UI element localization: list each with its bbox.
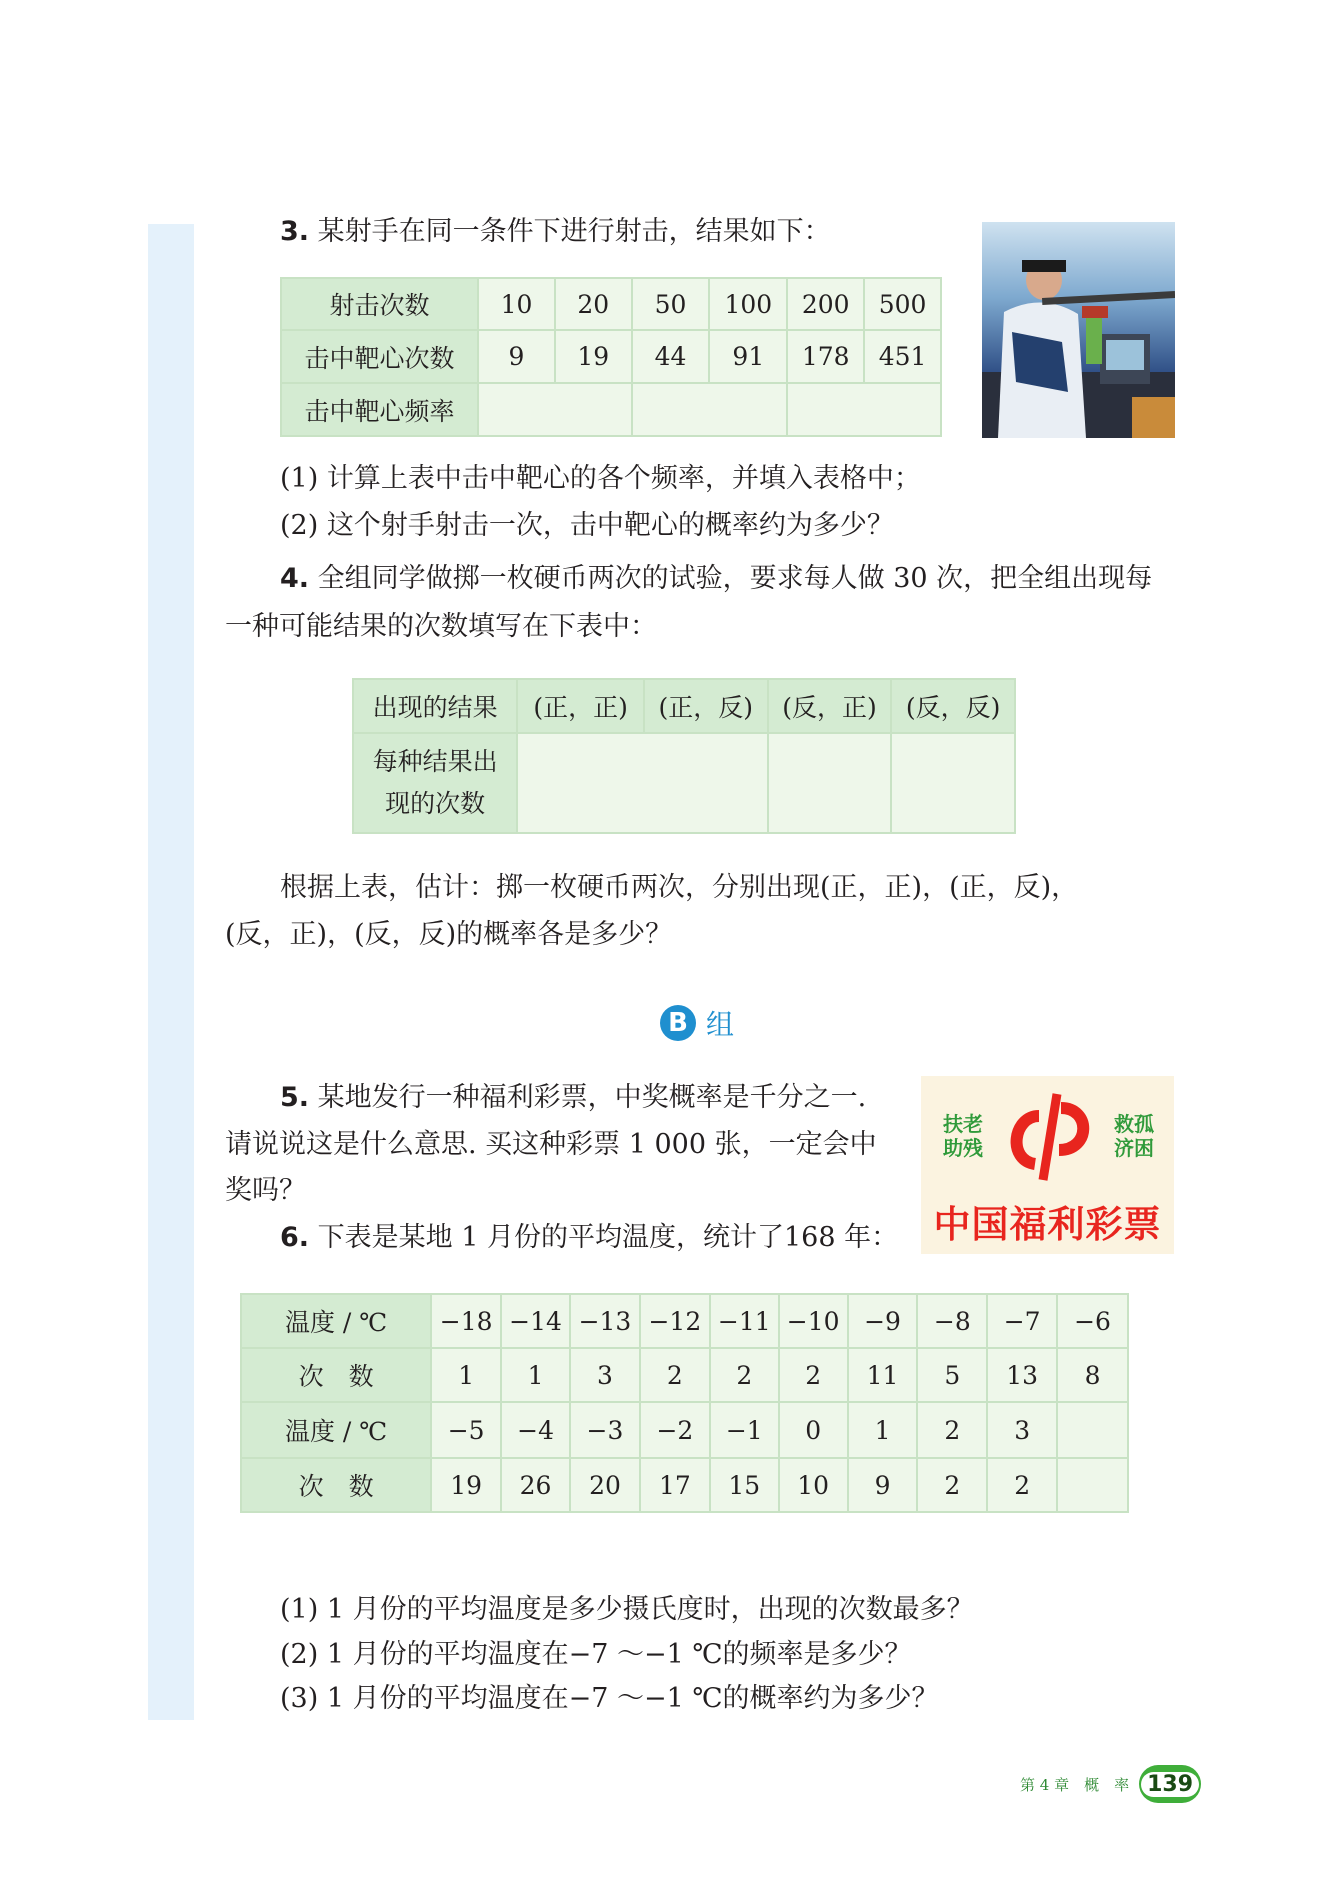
count-row-cell: 20	[570, 1458, 640, 1512]
outcome-label: 出现的结果	[353, 679, 517, 733]
q3-number: 3.	[280, 216, 310, 247]
shooter-photo	[982, 222, 1175, 438]
outcome-cell: (反，反)	[891, 679, 1015, 733]
outcome-cell: (反，正)	[768, 679, 892, 733]
count-row-cell: 15	[710, 1458, 779, 1512]
group-b-label: 组	[706, 1008, 735, 1041]
logo-main-text: 中国福利彩票	[933, 1203, 1162, 1246]
shots-cell: 100	[709, 278, 787, 330]
count-label-line1: 每种结果出	[372, 747, 498, 776]
temp-row	[241, 1294, 1128, 1348]
hits-cell: 44	[632, 330, 710, 383]
count-row-label: 次 数	[241, 1458, 431, 1512]
count-row-label: 次 数	[241, 1348, 431, 1402]
welfare-lottery-logo	[921, 1076, 1174, 1254]
logo-left-bottom: 助残	[943, 1136, 983, 1160]
outcome-cell: (正，正)	[517, 679, 644, 733]
hits-cell: 451	[864, 330, 941, 383]
count-row-cell: 2	[779, 1348, 848, 1402]
hits-cell: 9	[478, 330, 555, 383]
temp-row-cell: −13	[570, 1294, 640, 1348]
temp-row-cell: −4	[501, 1402, 570, 1458]
count-row-cell: 2	[710, 1348, 779, 1402]
q5-line3: 奖吗？	[225, 1175, 306, 1206]
logo-right-top: 救孤	[1114, 1112, 1154, 1136]
frequency-row	[281, 383, 941, 436]
temp-row-cell: −8	[917, 1294, 987, 1348]
q6-sub3: (3) 1 月份的平均温度在−7 ～−1 ℃的概率约为多少？	[280, 1683, 939, 1714]
outcome-cell: (正，反)	[644, 679, 768, 733]
count-row-cell: 17	[640, 1458, 710, 1512]
count-cell	[768, 733, 892, 833]
q4-estimate-line2: (反，正)，(反，反)的概率各是多少？	[225, 919, 673, 950]
q3-sub1: (1) 计算上表中击中靶心的各个频率，并填入表格中；	[280, 463, 921, 494]
count-cell	[891, 733, 1015, 833]
temp-row-cell: −9	[848, 1294, 918, 1348]
temp-row-label: 温度 / ℃	[241, 1402, 431, 1458]
temp-row-cell: −10	[779, 1294, 848, 1348]
hits-cell: 178	[787, 330, 864, 383]
count-row	[353, 733, 1015, 833]
q5-line1	[280, 1080, 866, 1116]
temp-row-cell: −2	[640, 1402, 710, 1458]
temp-row-cell: −12	[640, 1294, 710, 1348]
q4-number: 4.	[280, 563, 310, 594]
temp-row-cell	[1057, 1402, 1128, 1458]
outcome-row	[353, 679, 1015, 733]
coin-table	[352, 678, 1016, 834]
count-row-cell: 19	[431, 1458, 501, 1512]
q4-statement-line2: 一种可能结果的次数填写在下表中：	[225, 611, 657, 642]
count-row	[241, 1458, 1128, 1512]
q5-line2: 请说说这是什么意思. 买这种彩票 1 000 张，一定会中	[225, 1129, 877, 1160]
page-number-badge	[1139, 1765, 1201, 1803]
temp-row-cell: 3	[987, 1402, 1057, 1458]
count-row-cell: 2	[917, 1458, 987, 1512]
shots-label: 射击次数	[281, 278, 478, 330]
temp-row-cell: −1	[710, 1402, 779, 1458]
logo-right-bottom: 济困	[1114, 1136, 1154, 1160]
q6-number: 6.	[280, 1222, 310, 1253]
hits-cell: 91	[709, 330, 787, 383]
shots-cell: 50	[632, 278, 710, 330]
count-row-cell: 11	[848, 1348, 918, 1402]
q4-statement-line1	[280, 561, 1152, 597]
count-row-cell	[1057, 1458, 1128, 1512]
count-row-cell: 26	[501, 1458, 570, 1512]
count-row-cell: 5	[917, 1348, 987, 1402]
shooting-table	[280, 277, 942, 437]
chapter-label: 第 4 章 概 率	[1020, 1775, 1130, 1794]
margin-sidebar	[148, 224, 194, 1720]
temp-row-cell: −14	[501, 1294, 570, 1348]
q3-text: 某射手在同一条件下进行射击，结果如下：	[317, 216, 831, 247]
temp-row-cell: 1	[848, 1402, 918, 1458]
temp-row-cell: −18	[431, 1294, 501, 1348]
count-row-cell: 1	[501, 1348, 570, 1402]
page-number: 139	[1141, 1772, 1199, 1797]
frequency-label: 击中靶心频率	[281, 383, 478, 436]
shots-row	[281, 278, 941, 330]
q6-sub2: (2) 1 月份的平均温度在−7 ～−1 ℃的频率是多少？	[280, 1639, 912, 1670]
q6-text: 下表是某地 1 月份的平均温度，统计了168 年：	[317, 1222, 899, 1253]
logo-right-slogan	[1106, 1112, 1162, 1160]
q6-statement	[280, 1220, 898, 1256]
count-row	[241, 1348, 1128, 1402]
q5-text: 某地发行一种福利彩票，中奖概率是千分之一.	[317, 1082, 867, 1113]
q3-sub2: (2) 这个射手射击一次，击中靶心的概率约为多少？	[280, 510, 894, 541]
count-label	[353, 733, 517, 833]
q5-number: 5.	[280, 1082, 310, 1113]
logo-left-slogan	[935, 1112, 991, 1160]
count-cell	[517, 733, 767, 833]
q4-estimate-line1: 根据上表，估计：掷一枚硬币两次，分别出现(正，正)，(正，反)，	[280, 872, 1079, 903]
count-row-cell: 2	[640, 1348, 710, 1402]
logo-left-top: 扶老	[943, 1112, 983, 1136]
hits-label: 击中靶心次数	[281, 330, 478, 383]
temp-row-cell: −7	[987, 1294, 1057, 1348]
temp-row-cell: −5	[431, 1402, 501, 1458]
q4-text: 全组同学做掷一枚硬币两次的试验，要求每人做 30 次，把全组出现每	[317, 563, 1153, 594]
count-row-cell: 1	[431, 1348, 501, 1402]
shots-cell: 200	[787, 278, 864, 330]
count-row-cell: 13	[987, 1348, 1057, 1402]
shots-cell: 500	[864, 278, 941, 330]
temperature-table	[240, 1293, 1129, 1513]
temp-row-cell: −11	[710, 1294, 779, 1348]
temp-row-cell: 0	[779, 1402, 848, 1458]
frequency-cell	[787, 383, 941, 436]
q6-sub1: (1) 1 月份的平均温度是多少摄氏度时，出现的次数最多？	[280, 1594, 974, 1625]
frequency-cell	[478, 383, 632, 436]
q3-statement	[280, 214, 831, 250]
count-label-line2: 现的次数	[385, 789, 486, 818]
count-row-cell: 8	[1057, 1348, 1128, 1402]
count-row-cell: 9	[848, 1458, 918, 1512]
count-row-cell: 2	[987, 1458, 1057, 1512]
group-b-badge: B	[660, 1005, 696, 1041]
hits-row	[281, 330, 941, 383]
count-row-cell: 10	[779, 1458, 848, 1512]
cwl-emblem-icon	[999, 1088, 1099, 1188]
temp-row-cell: 2	[917, 1402, 987, 1458]
count-row-cell: 3	[570, 1348, 640, 1402]
temp-row	[241, 1402, 1128, 1458]
temp-row-label: 温度 / ℃	[241, 1294, 431, 1348]
shots-cell: 20	[555, 278, 632, 330]
frequency-cell	[632, 383, 788, 436]
shooter-illustration	[982, 222, 1175, 438]
group-b-heading	[660, 1003, 734, 1043]
page-footer	[1020, 1765, 1201, 1803]
temp-row-cell: −6	[1057, 1294, 1128, 1348]
temp-row-cell: −3	[570, 1402, 640, 1458]
hits-cell: 19	[555, 330, 632, 383]
shots-cell: 10	[478, 278, 555, 330]
